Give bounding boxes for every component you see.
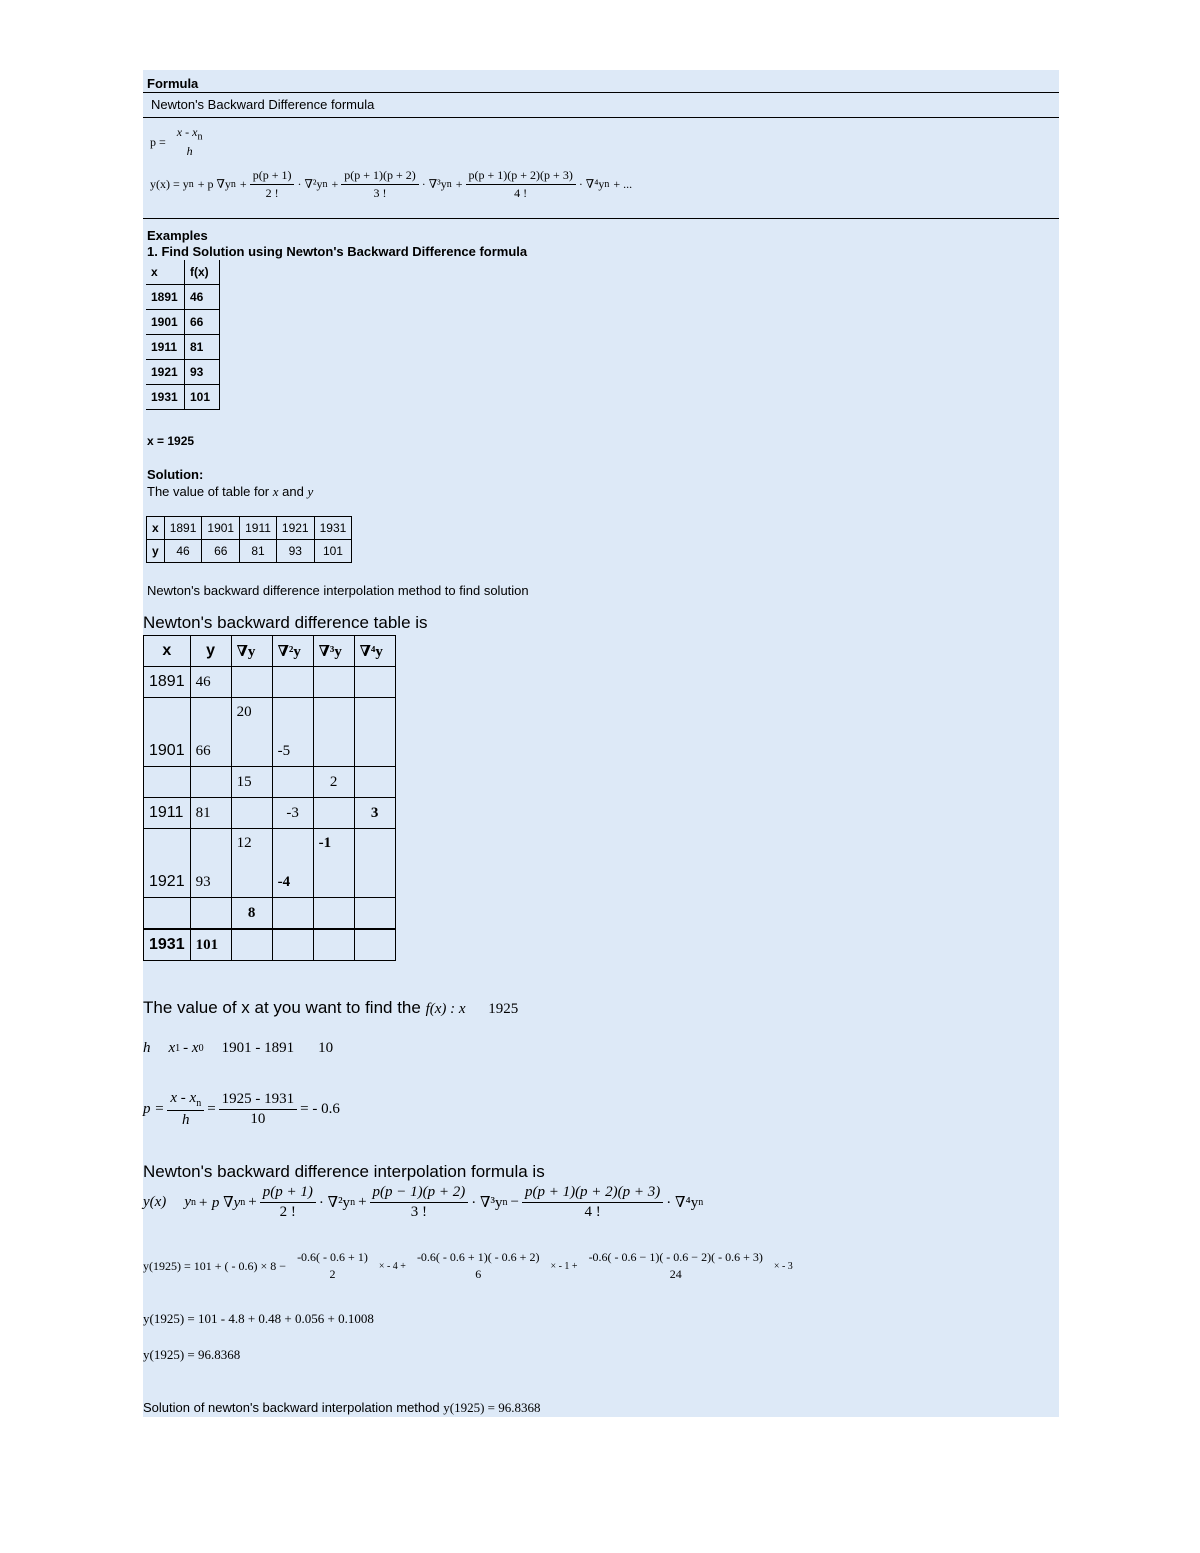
table-cell: 1901 [202, 517, 240, 540]
table-intro [147, 484, 313, 500]
table-cell: 66 [185, 310, 220, 335]
fraction [466, 168, 576, 201]
table-cell: 81 [240, 540, 277, 563]
table-header-cell: x [146, 260, 185, 285]
table-cell: -3 [272, 798, 313, 829]
table-row [147, 540, 352, 563]
math-text: y(1925) = 96.8368 [443, 1400, 541, 1415]
interp-title: Newton's backward difference interpolation formula is [143, 1162, 545, 1181]
math-text: + [358, 1194, 367, 1210]
fraction [294, 1250, 371, 1282]
table-cell: 1911 [144, 798, 191, 829]
solution-heading: Solution: [147, 467, 204, 482]
math-sub: n [446, 179, 452, 190]
math-text: 6 [475, 1267, 482, 1281]
math-text: 3 ! [410, 1204, 428, 1220]
math-sub: n [604, 179, 610, 190]
math-text: -0.6( - 0.6 + 1)( - 0.6 + 2) [416, 1250, 540, 1264]
formula-heading: Formula [147, 76, 199, 91]
table-row [147, 517, 352, 540]
p-fraction [174, 125, 206, 159]
table-cell: 15 [231, 767, 272, 798]
find-text: The value of x at you want to find the [143, 998, 421, 1017]
math-text: + p ∇y [197, 177, 231, 191]
math-text: p(p + 1) [260, 1184, 316, 1203]
formula-y-expansion [150, 168, 632, 201]
table-cell: 101 [185, 385, 220, 410]
intro-text: and [282, 484, 304, 499]
table-row [146, 310, 220, 335]
target-x-value: x = 1925 [147, 434, 195, 448]
value-table [146, 516, 352, 563]
math-text: p(p − 1)(p + 2) [370, 1184, 469, 1203]
math-text: + [331, 177, 339, 191]
table-cell [190, 898, 231, 930]
math-text: p(p + 1)(p + 2)(p + 3) [466, 168, 576, 185]
table-row [144, 898, 396, 930]
table-cell [354, 767, 395, 798]
math-text: 3 ! [373, 186, 387, 200]
table-cell: 101 [314, 540, 352, 563]
math-text: y(x) [143, 1194, 167, 1210]
table-cell: 1921 [146, 360, 185, 385]
find-line [143, 998, 518, 1018]
math-text: + p ∇y [197, 1195, 241, 1211]
fraction [260, 1184, 316, 1221]
step-2: y(1925) = 101 - 4.8 + 0.48 + 0.056 + 0.1008 [143, 1311, 374, 1326]
math-text: = [207, 1101, 216, 1117]
table-cell: 93 [276, 540, 314, 563]
backward-difference-table [143, 635, 396, 961]
table-cell: 81 [190, 798, 231, 829]
math-text: 1925 [488, 1001, 519, 1017]
table-cell: 1901 [144, 698, 191, 767]
table-cell [231, 798, 272, 829]
table-cell [190, 767, 231, 798]
intro-text: The value of table for [147, 484, 270, 499]
math-text: x - x [170, 1090, 197, 1106]
problem-statement: 1. Find Solution using Newton's Backward Difference formula [147, 244, 528, 259]
table-cell [313, 798, 354, 829]
math-text: · ∇⁴y [666, 1195, 699, 1211]
math-text: y(x) = y [150, 177, 189, 191]
math-text: f(x) : x [425, 1001, 466, 1017]
math-text: h [182, 1112, 190, 1128]
math-text: = - 0.6 [300, 1101, 340, 1117]
table-row [144, 798, 396, 829]
given-data-table [146, 260, 220, 410]
math-sub: n [197, 131, 203, 143]
table-cell: 1891 [144, 667, 191, 698]
math-text: y [184, 1194, 191, 1210]
table-header-cell: ∇²y [272, 636, 313, 667]
math-text: + ... [613, 177, 633, 191]
final-answer [143, 1400, 540, 1416]
table-cell: 66 [202, 540, 240, 563]
table-cell: -1 [313, 829, 354, 898]
fraction [219, 1091, 298, 1128]
table-cell: 1911 [240, 517, 277, 540]
interp-formula [143, 1184, 703, 1221]
table-row [144, 667, 396, 698]
table-cell [272, 667, 313, 698]
math-sub: n [240, 1197, 246, 1208]
final-text: Solution of newton's backward interpolation method [143, 1400, 440, 1415]
formula-name: Newton's Backward Difference formula [151, 97, 375, 112]
table-row [146, 335, 220, 360]
math-text: − [510, 1194, 519, 1210]
math-text: × - 1 + [550, 1260, 578, 1272]
table-row [144, 698, 396, 767]
math-sub: 1 [175, 1043, 181, 1054]
formula-p-definition [150, 125, 208, 159]
math-sub: n [350, 1197, 356, 1208]
table-row [144, 767, 396, 798]
math-text: 2 ! [265, 186, 279, 200]
math-text: y [307, 484, 314, 499]
table-cell: 66 [190, 698, 231, 767]
table-cell [313, 698, 354, 767]
math-text: · ∇³y [471, 1195, 503, 1211]
table-header-cell: y [147, 540, 165, 563]
table-header-cell: ∇³y [313, 636, 354, 667]
table-cell: 46 [164, 540, 202, 563]
table-cell [354, 898, 395, 930]
table-cell: 81 [185, 335, 220, 360]
table-row [144, 929, 396, 961]
math-text: -0.6( - 0.6 − 1)( - 0.6 − 2)( - 0.6 + 3) [588, 1250, 763, 1264]
math-sub: n [322, 179, 328, 190]
table-header-cell: y [190, 636, 231, 667]
math-text: + [455, 177, 463, 191]
table-cell [272, 929, 313, 961]
table-cell [272, 898, 313, 930]
p-denominator [184, 143, 196, 159]
table-cell [144, 898, 191, 930]
divider [143, 92, 1059, 93]
substitution-line [143, 1250, 793, 1282]
table-cell: 12 [231, 829, 272, 898]
table-header-cell: ∇y [231, 636, 272, 667]
table-cell [313, 667, 354, 698]
table-row [146, 385, 220, 410]
table-cell: -5 [272, 698, 313, 767]
table-cell [272, 767, 313, 798]
math-text: x - x [176, 125, 198, 139]
table-cell [354, 667, 395, 698]
math-sub: n [188, 179, 194, 190]
math-text: · ∇²y [318, 1195, 351, 1211]
table-cell [231, 929, 272, 961]
math-text: 1901 - 1891 [221, 1040, 295, 1056]
math-text: 1925 - 1931 [219, 1091, 298, 1110]
step-3: y(1925) = 96.8368 [143, 1347, 241, 1362]
table-cell [354, 698, 395, 767]
table-cell [354, 829, 395, 898]
math-sub: n [190, 1197, 196, 1208]
fraction [370, 1184, 469, 1221]
table-cell [231, 667, 272, 698]
math-text: - x [183, 1040, 199, 1056]
math-text: + [239, 177, 247, 191]
math-text: × - 4 + [378, 1260, 406, 1272]
math-text: p(p + 1)(p + 2) [341, 168, 419, 185]
math-text: + [248, 1194, 257, 1210]
table-row [146, 285, 220, 310]
table-header-cell: ∇⁴y [354, 636, 395, 667]
math-text: p = [150, 134, 166, 149]
math-text: 2 ! [279, 1204, 296, 1220]
table-cell: 46 [190, 667, 231, 698]
math-sub: n [698, 1197, 704, 1208]
math-sub: 0 [198, 1043, 204, 1054]
math-text: h [143, 1040, 151, 1056]
table-cell: 1921 [144, 829, 191, 898]
table-cell: -4 [272, 829, 313, 898]
math-text: 10 [250, 1111, 266, 1127]
math-sub: n [502, 1197, 508, 1208]
fraction [341, 168, 419, 201]
table-cell [354, 929, 395, 961]
math-text: 4 ! [514, 186, 528, 200]
table-cell: 1931 [146, 385, 185, 410]
method-line: Newton's backward difference interpolation method to find solution [147, 583, 529, 598]
p-numerator [174, 125, 206, 143]
p-calculation [143, 1090, 340, 1129]
table-cell [144, 767, 191, 798]
table-cell: 93 [185, 360, 220, 385]
examples-heading: Examples [147, 228, 208, 243]
math-text: h [186, 144, 193, 159]
table-cell: 1911 [146, 335, 185, 360]
math-sub: n [230, 179, 236, 190]
table-row [146, 260, 220, 285]
table-cell: 1931 [314, 517, 352, 540]
math-text [167, 1090, 204, 1111]
table-row [144, 636, 396, 667]
math-text: p(p + 1) [250, 168, 295, 185]
table-cell: 2 [313, 767, 354, 798]
table-cell: 8 [231, 898, 272, 930]
diff-table-title: Newton's backward difference table is [143, 613, 428, 632]
math-text: 24 [669, 1267, 682, 1281]
table-cell: 93 [190, 829, 231, 898]
table-cell: 1901 [146, 310, 185, 335]
math-text: x [272, 484, 279, 499]
divider [143, 117, 1059, 118]
math-text: p = [143, 1101, 165, 1117]
math-text: x [168, 1040, 176, 1056]
table-row [146, 360, 220, 385]
table-cell: 1931 [144, 929, 191, 961]
math-text: 2 [329, 1267, 336, 1281]
table-cell: 1891 [146, 285, 185, 310]
math-text: -0.6( - 0.6 + 1) [297, 1250, 368, 1264]
fraction [414, 1250, 543, 1282]
math-text: 10 [318, 1040, 334, 1056]
math-sub: n [196, 1098, 202, 1109]
math-text: p(p + 1)(p + 2)(p + 3) [522, 1184, 663, 1203]
table-header-cell: x [147, 517, 165, 540]
math-text: · ∇³y [421, 177, 447, 191]
fraction [250, 168, 295, 201]
table-cell [313, 898, 354, 930]
math-text: 4 ! [584, 1204, 601, 1220]
divider [143, 218, 1059, 219]
table-cell [313, 929, 354, 961]
table-cell: 46 [185, 285, 220, 310]
fraction [167, 1090, 204, 1129]
table-cell: 1891 [164, 517, 202, 540]
table-row [144, 829, 396, 898]
table-cell: 20 [231, 698, 272, 767]
math-text: y(1925) = 101 + ( - 0.6) × 8 − [143, 1258, 287, 1273]
h-line [143, 1040, 333, 1057]
math-text: · ∇⁴y [578, 177, 605, 191]
math-text: × - 3 [773, 1260, 793, 1272]
table-header-cell: f(x) [185, 260, 220, 285]
table-cell: 3 [354, 798, 395, 829]
table-cell: 1921 [276, 517, 314, 540]
fraction [522, 1184, 663, 1221]
fraction [586, 1250, 766, 1282]
table-header-cell: x [144, 636, 191, 667]
table-cell: 101 [190, 929, 231, 961]
math-text: · ∇²y [297, 177, 323, 191]
